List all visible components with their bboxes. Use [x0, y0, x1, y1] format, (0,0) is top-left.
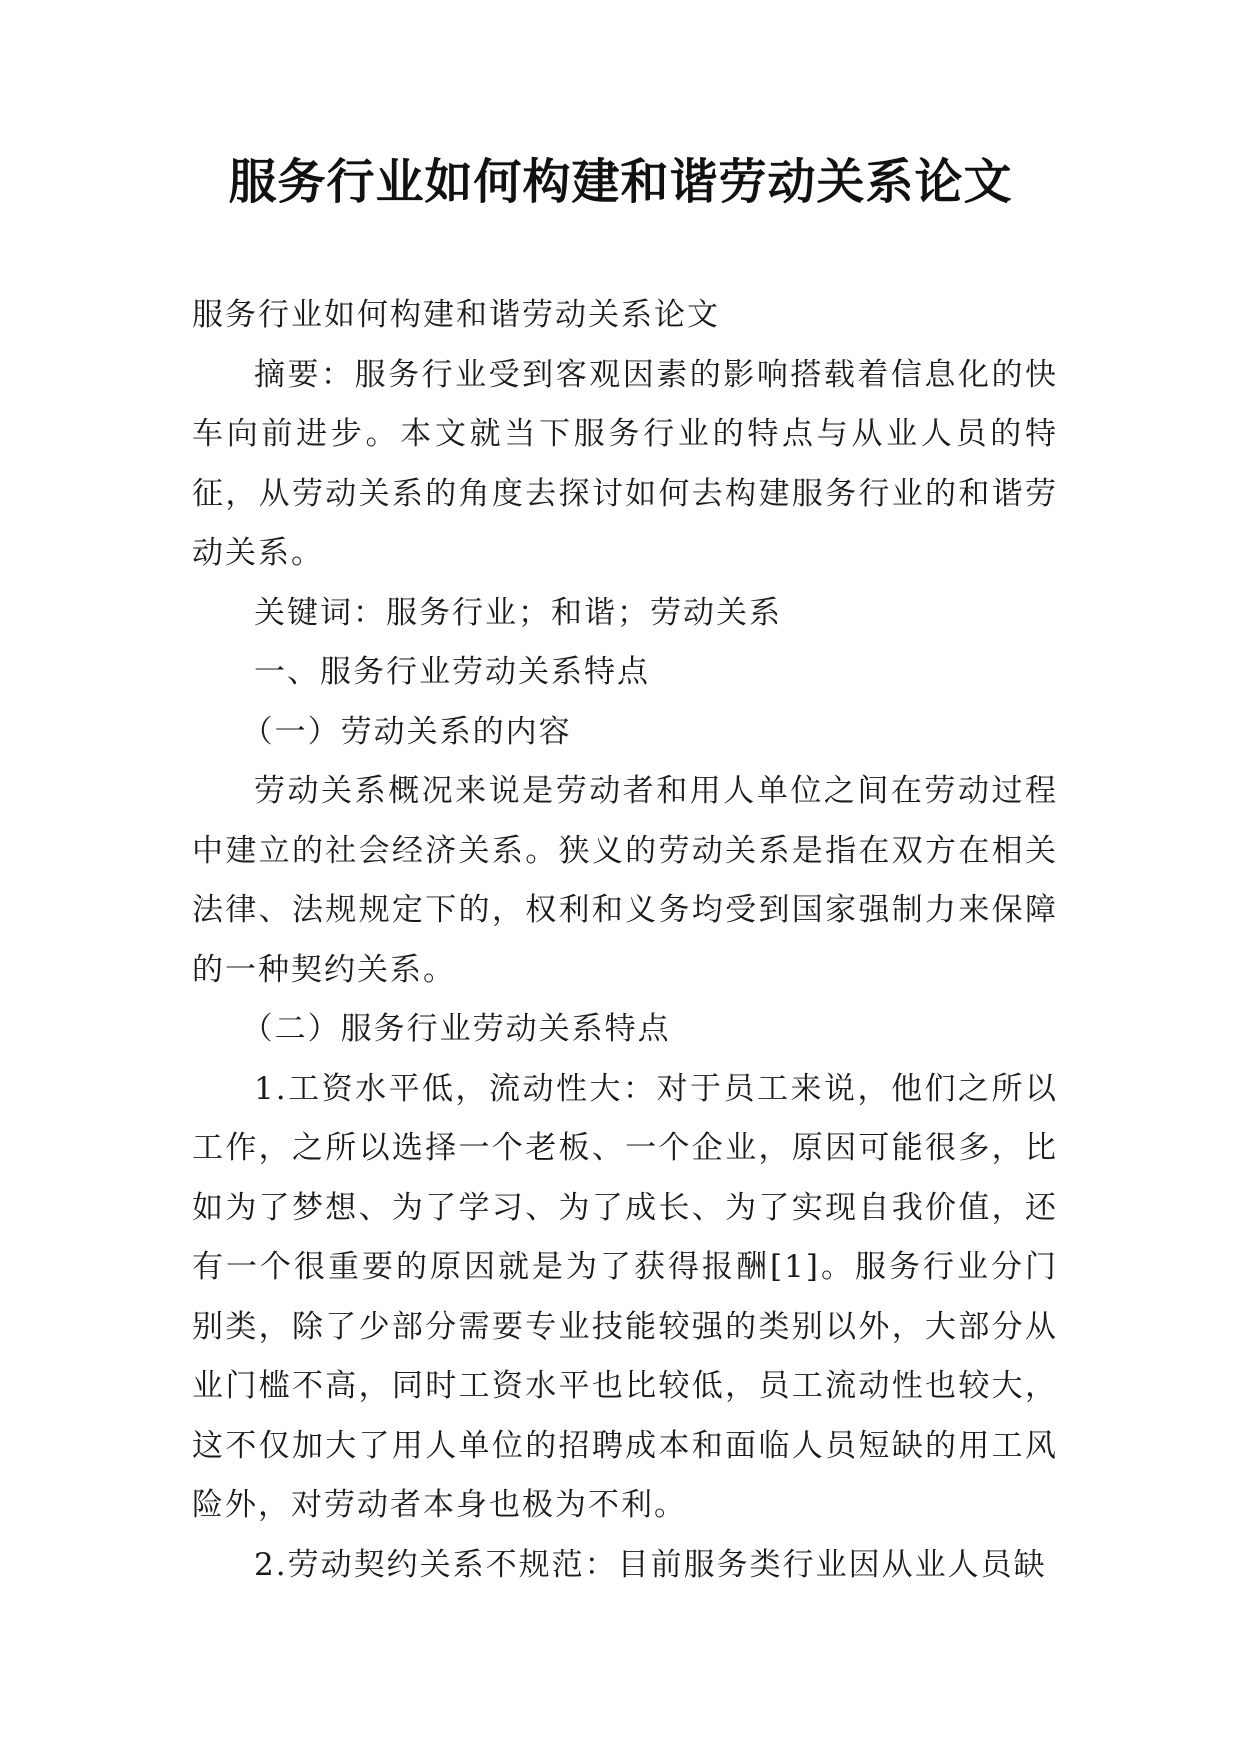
document-title: 服务行业如何构建和谐劳动关系论文	[228, 154, 1013, 210]
subsection-heading-1: （一）劳动关系的内容	[241, 713, 572, 750]
body-heading: 服务行业如何构建和谐劳动关系论文	[192, 297, 720, 333]
subsection-heading-2: （二）服务行业劳动关系特点	[241, 1011, 671, 1047]
body-paragraph: 1.工资水平低，流动性大：对于员工来说，他们之所以工作，之所以选择一个老板、一个企业，原因可能很多，比如为了梦想、为了学习、为了成长、为了实现自我价值，还有一个很重要的原因就是为了获得报酬[1]。服务行业分门别类，除了少部分需要专业技能较强的类别以外，大部分从业门槛不高，同时工资水平也比较低，员工流动性也较大，这不仅加大了用人单位的招聘成本和面临人员短缺的用工风险外，对劳动者本身也极为不利。	[192, 1070, 1058, 1523]
section-heading-1: 一、服务行业劳动关系特点	[254, 654, 650, 690]
keywords-paragraph: 关键词：服务行业；和谐；劳动关系	[254, 594, 782, 631]
body-paragraph: 劳动关系概况来说是劳动者和用人单位之间在劳动过程中建立的社会经济关系。狭义的劳动关系是指在双方在相关法律、法规规定下的，权利和义务均受到国家强制力来保障的一种契约关系。	[192, 773, 1058, 988]
abstract-paragraph: 摘要：服务行业受到客观因素的影响搭载着信息化的快车向前进步。本文就当下服务行业的特点与从业人员的特征，从劳动关系的角度去探讨如何去构建服务行业的和谐劳动关系。	[192, 356, 1058, 571]
document-body	[192, 286, 1058, 1595]
body-paragraph: 2.劳动契约关系不规范：目前服务类行业因从业人员缺	[254, 1546, 1047, 1583]
